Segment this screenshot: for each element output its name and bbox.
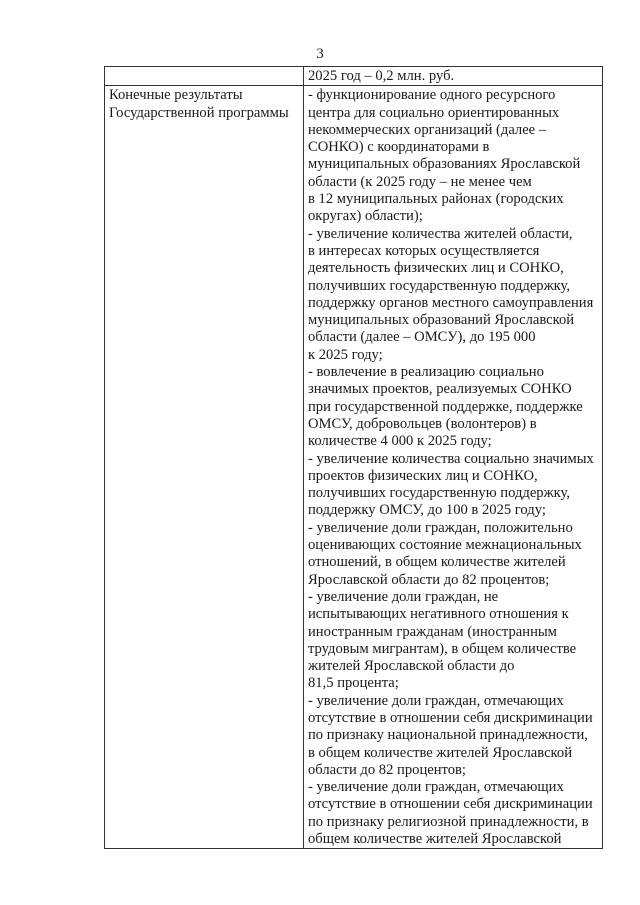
text-line: муниципальных образований Ярославской — [308, 312, 575, 329]
text-line: области (далее – ОМСУ), до 195 000 — [308, 329, 536, 346]
text-line: муниципальных образованиях Ярославской — [308, 156, 581, 173]
table-row-funding — [105, 67, 603, 86]
text-line: ОМСУ, добровольцев (волонтеров) в — [308, 415, 537, 432]
text-line: - увеличение доли граждан, отмечающих — [308, 692, 564, 709]
page-number: 3 — [316, 46, 324, 62]
text-line: получивших государственную поддержку, — [308, 485, 571, 502]
text-line: проектов физических лиц и СОНКО, — [308, 467, 538, 484]
text-line: области до 82 процентов; — [308, 761, 466, 778]
text-line: оценивающих состояние межнациональных — [308, 537, 582, 554]
text-line: области (к 2025 году – не менее чем — [308, 173, 532, 190]
text-line: к 2025 году; — [308, 346, 383, 363]
text-line: количестве 4 000 к 2025 году; — [308, 433, 492, 450]
text-line: Государственной программы — [109, 104, 289, 121]
text-line: деятельность физических лиц и СОНКО, — [308, 260, 564, 277]
text-line: поддержку ОМСУ, до 100 в 2025 году; — [308, 502, 546, 519]
text-line: - увеличение доли граждан, отмечающих — [308, 779, 564, 796]
text-line: по признаку религиозной принадлежности, в — [308, 813, 589, 830]
table-cell-left-empty — [105, 67, 304, 86]
text-line: - функционирование одного ресурсного — [308, 87, 556, 104]
text-line: по признаку национальной принадлежности, — [308, 727, 588, 744]
text-line: - увеличение количества социально значимых — [308, 450, 594, 467]
text-line: жителей Ярославской области до — [308, 658, 515, 675]
text-line: иностранным гражданам (иностранным — [308, 623, 557, 640]
text-line: в 12 муниципальных районах (городских — [308, 191, 564, 208]
final-results-text-cell — [304, 86, 603, 849]
text-line: получивших государственную поддержку, — [308, 277, 571, 294]
text-line: значимых проектов, реализуемых СОНКО — [308, 381, 572, 398]
text-line: - увеличение доли граждан, не — [308, 588, 499, 605]
text-line: поддержку органов местного самоуправления — [308, 294, 594, 311]
text-line: Ярославской области до 82 процентов; — [308, 571, 550, 588]
text-line: при государственной поддержке, поддержке — [308, 398, 583, 415]
text-line: трудовым мигрантам), в общем количестве — [308, 640, 577, 657]
text-line: округах) области); — [308, 208, 423, 225]
text-line: отсутствие в отношении себя дискриминации — [308, 709, 593, 726]
program-table — [104, 66, 603, 849]
table-row-final-results — [105, 86, 603, 849]
text-line: Конечные результаты — [109, 87, 243, 104]
text-line: - увеличение доли граждан, положительно — [308, 519, 573, 536]
text-line: некоммерческих организаций (далее – — [308, 121, 547, 138]
final-results-text — [308, 87, 602, 848]
text-line: 81,5 процента; — [308, 675, 399, 692]
text-line: центра для социально ориентированных — [308, 104, 560, 121]
final-results-label-cell — [105, 86, 304, 849]
text-line: в интересах которых осуществляется — [308, 242, 540, 259]
text-line: - увеличение количества жителей области, — [308, 225, 573, 242]
text-line: СОНКО) с координаторами в — [308, 139, 490, 156]
final-results-label — [109, 87, 303, 122]
text-line: общем количестве жителей Ярославской — [308, 831, 562, 848]
text-line: - вовлечение в реализацию социально — [308, 364, 544, 381]
text-line: отношений, в общем количестве жителей — [308, 554, 566, 571]
text-line: испытывающих негативного отношения к — [308, 606, 569, 623]
text-line: отсутствие в отношении себя дискриминации — [308, 796, 593, 813]
funding-2025-cell: 2025 год – 0,2 млн. руб. — [304, 67, 603, 86]
text-line: в общем количестве жителей Ярославской — [308, 744, 573, 761]
